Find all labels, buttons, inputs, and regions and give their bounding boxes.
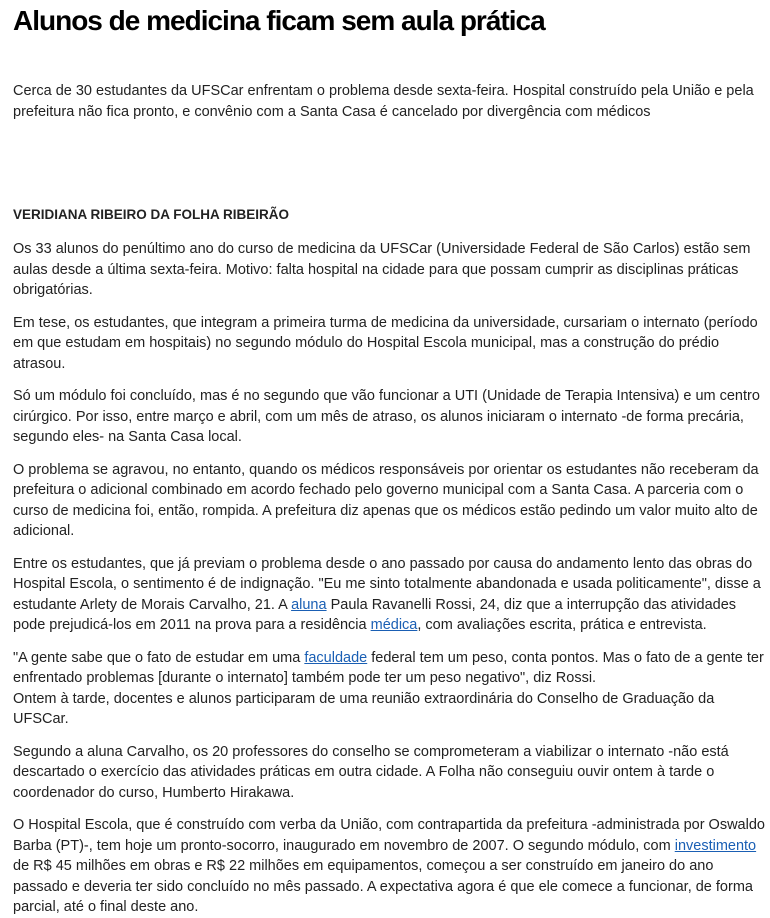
link-aluna[interactable]: aluna bbox=[291, 596, 327, 613]
paragraph-8-text-b: de R$ 45 milhões em obras e R$ 22 milhões em equipamentos, começou a ser construído em janeiro do ano passado e deveria ter sido concluído no mês passado. A expectativa agora é que ele comece a funcionar, de forma parcial, até o final deste ano. bbox=[13, 858, 753, 915]
article-byline: VERIDIANA RIBEIRO DA FOLHA RIBEIRÃO bbox=[13, 207, 290, 222]
paragraph-3: Só um módulo foi concluído, mas é no segundo que vão funcionar a UTI (Unidade de Terapia Intensiva) e um centro cirúrgico. Por isso, entre março e abril, com um mês de atraso, os alunos iniciaram o internato -de forma precária, segundo eles- na Santa Casa local. bbox=[13, 388, 760, 445]
paragraph-5 bbox=[13, 554, 766, 636]
paragraph-6-text-c: Ontem à tarde, docentes e alunos participaram de uma reunião extraordinária do Conselho de Graduação da UFSCar. bbox=[13, 690, 715, 727]
paragraph-5-text-b: Paula Ravanelli Rossi, 24, diz que a interrupção das atividades pode prejudicá-los em 2011 na prova para a residência bbox=[13, 596, 737, 633]
article-lede: Cerca de 30 estudantes da UFSCar enfrentam o problema desde sexta-feira. Hospital construído pela União e pela prefeitura não fica pronto, e convênio com a Santa Casa é cancelado por divergência com médicos bbox=[13, 83, 754, 120]
paragraph-6-text-b: federal tem um peso, conta pontos. Mas o fato de a gente ter enfrentado problemas [durante o internato] também pode ter um peso negativo", diz Rossi. bbox=[13, 649, 764, 686]
paragraph-1: Os 33 alunos do penúltimo ano do curso de medicina da UFSCar (Universidade Federal de São Carlos) estão sem aulas desde a última sexta-feira. Motivo: falta hospital na cidade para que possam cumprir as disciplinas práticas obrigatórias. bbox=[13, 241, 751, 298]
article-headline: Alunos de medicina ficam sem aula prática bbox=[13, 5, 545, 36]
link-investimento[interactable]: investimento bbox=[674, 837, 757, 854]
paragraph-2: Em tese, os estudantes, que integram a primeira turma de medicina da universidade, cursariam o internato (período em que estudam em hospitais) no segundo módulo do Hospital Escola municipal, mas a construção do prédio atrasou. bbox=[13, 314, 758, 372]
link-medica[interactable]: médica bbox=[370, 617, 418, 633]
paragraph-5-text-a: Entre os estudantes, que já previam o problema desde o ano passado por causa do andamento lento das obras do Hospital Escola, o sentimento é de indignação. "Eu me sinto totalmente abandonada e usada politicamente", disse a estudante Arlety de Morais Carvalho, 21. A bbox=[13, 555, 761, 613]
paragraph-4: O problema se agravou, no entanto, quando os médicos responsáveis por orientar os estudantes não receberam da prefeitura o adicional combinado em acordo fechado pelo governo municipal com a Santa Casa. A parceria com o curso de medicina foi, então, rompida. A prefeitura diz apenas que os médicos estão pedindo um valor muito alto de adicional. bbox=[13, 461, 759, 539]
article-body bbox=[13, 239, 766, 918]
paragraph-5-text-c: , com avaliações escrita, prática e entrevista. bbox=[417, 617, 707, 633]
paragraph-6-text-a: "A gente sabe que o fato de estudar em uma bbox=[13, 649, 305, 666]
paragraph-6 bbox=[13, 648, 766, 730]
paragraph-8-text-a: O Hospital Escola, que é construído com verba da União, com contrapartida da prefeitura -administrada por Oswaldo Barba (PT)-, tem hoje um pronto-socorro, inaugurado em novembro de 2007. O segundo módulo, com bbox=[13, 817, 765, 854]
link-faculdade[interactable]: faculdade bbox=[304, 649, 368, 666]
paragraph-7: Segundo a aluna Carvalho, os 20 professores do conselho se comprometeram a viabilizar o internato -não está descartado o exercício das atividades práticas em outra cidade. A Folha não conseguiu ouvir ontem à tarde o coordenador do curso, Humberto Hirakawa. bbox=[13, 743, 729, 801]
paragraph-8 bbox=[13, 815, 766, 918]
